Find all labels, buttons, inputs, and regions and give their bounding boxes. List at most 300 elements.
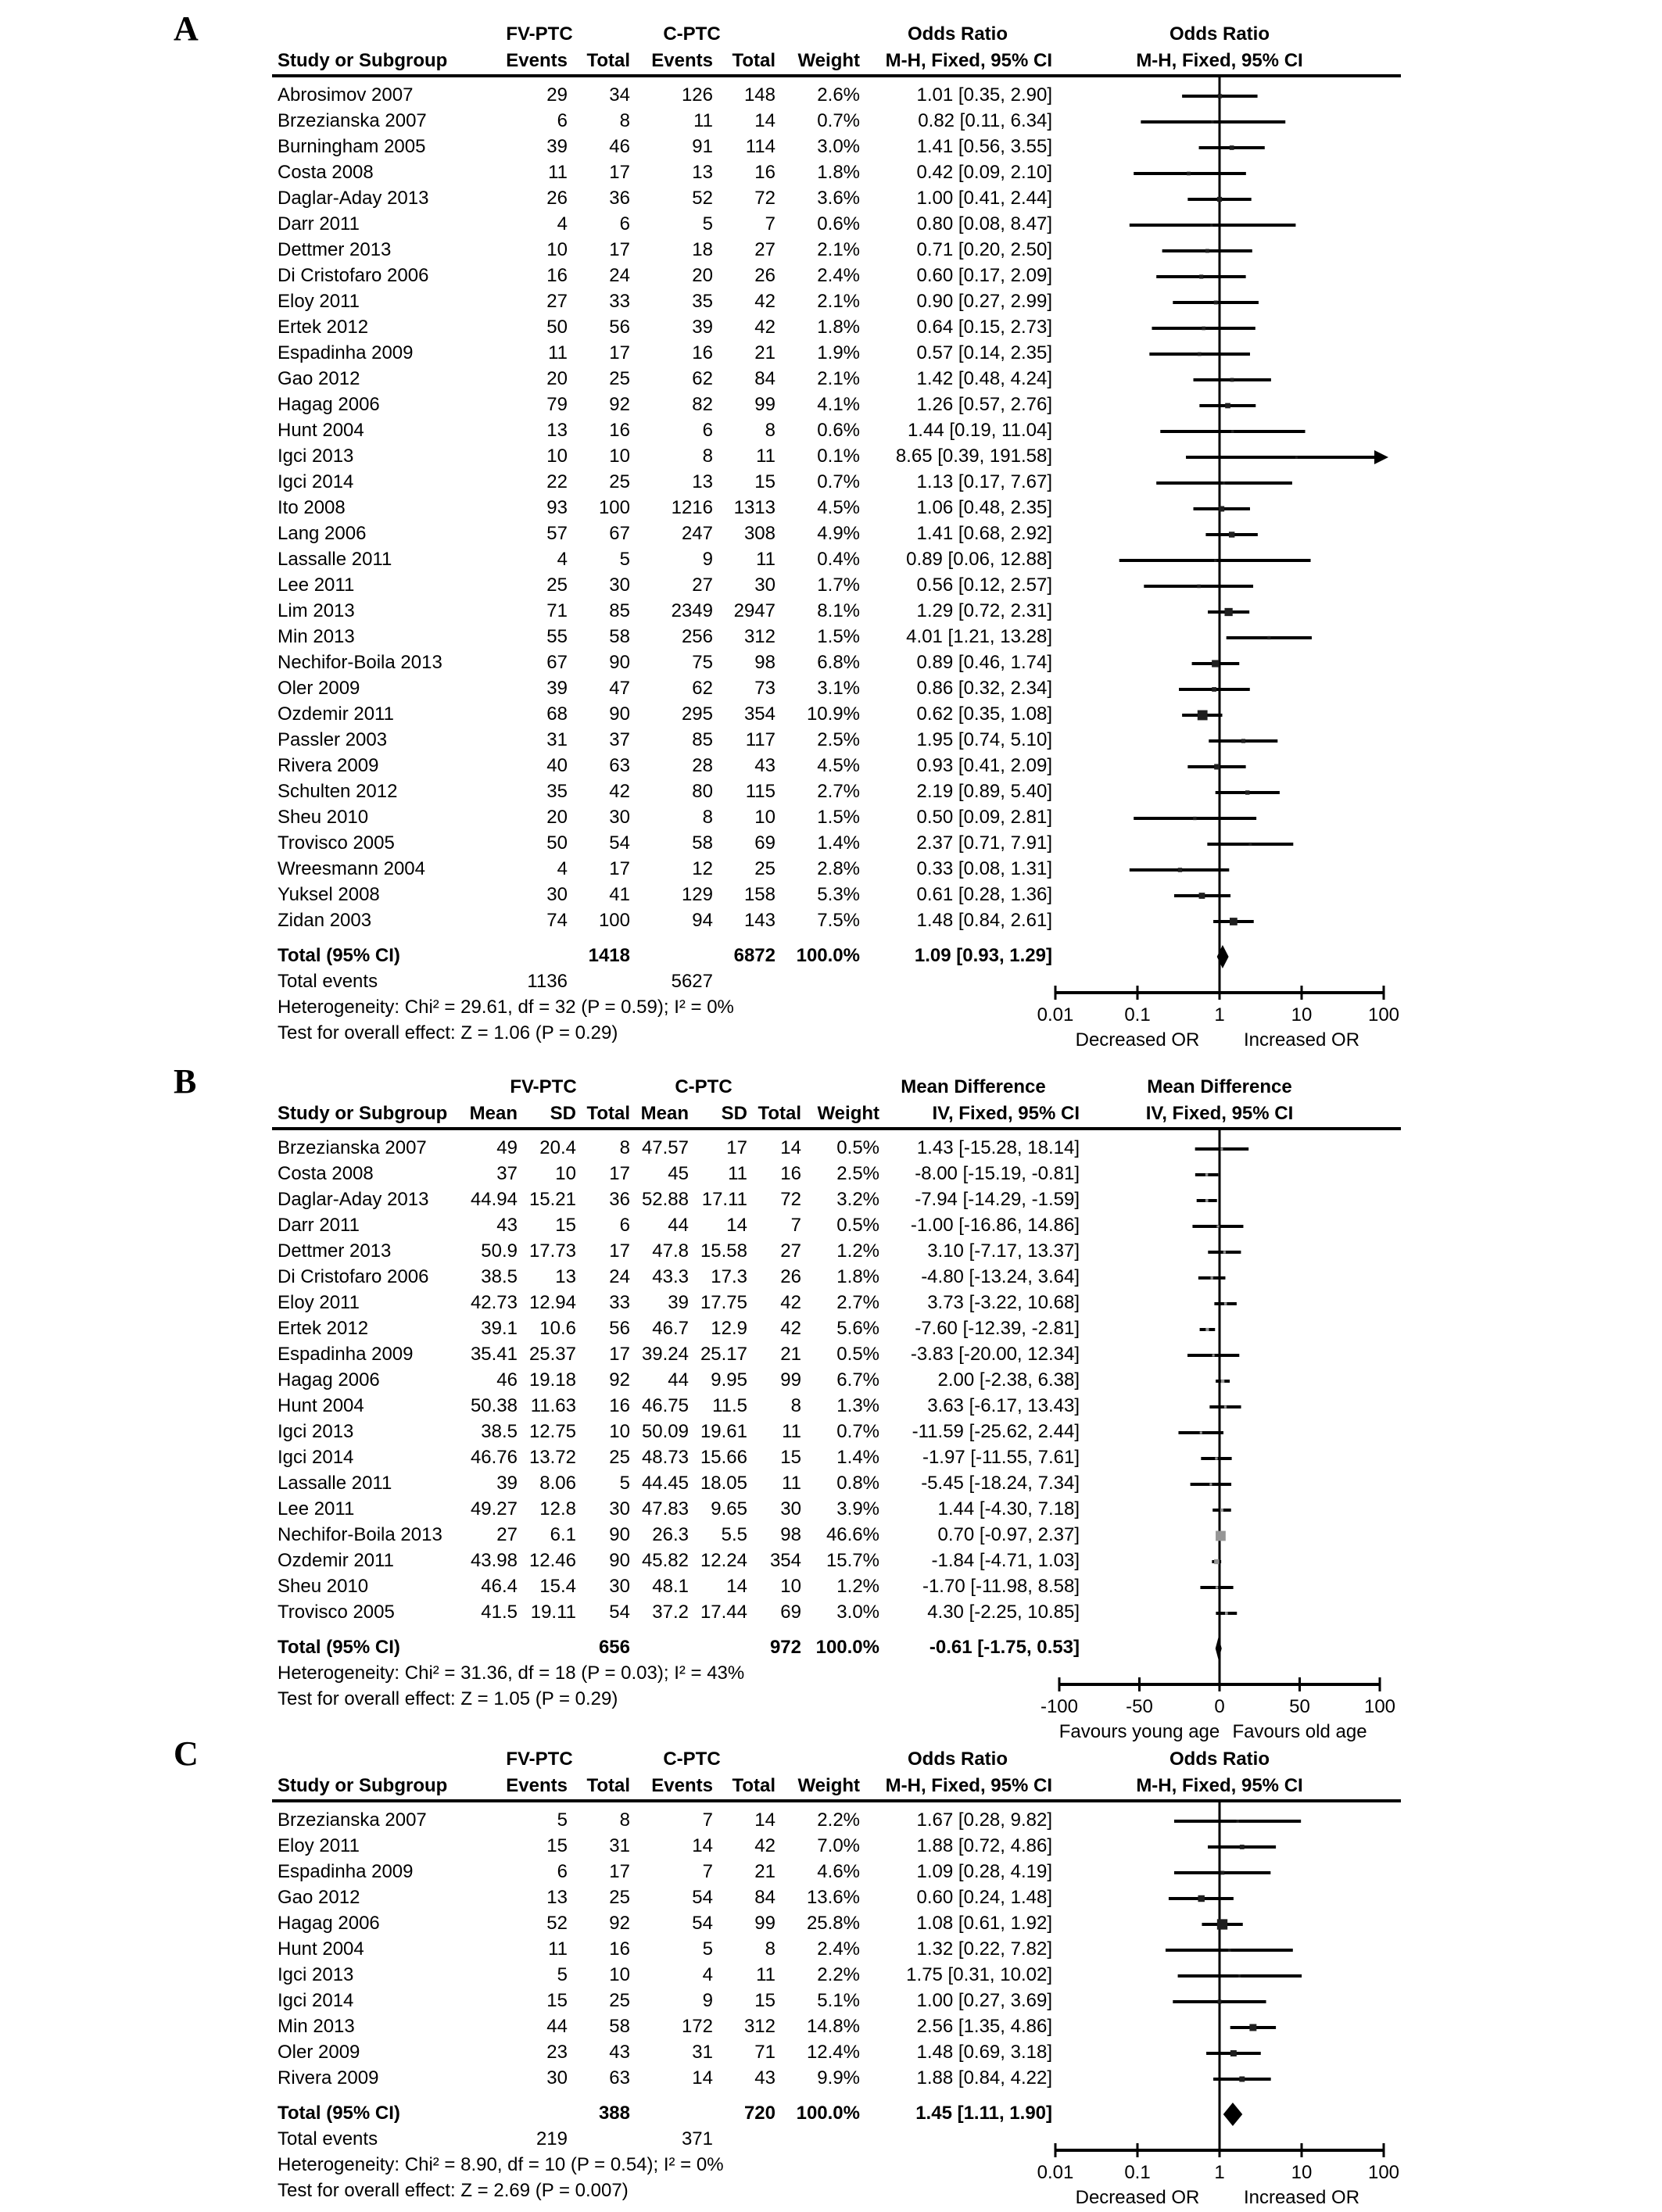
events-fvptc-cell: 16: [546, 265, 568, 286]
weight-cell: 3.9%: [836, 1498, 879, 1519]
sd-fvptc-cell: 12.8: [539, 1498, 576, 1519]
ci-text-cell: 1.29 [0.72, 2.31]: [916, 600, 1052, 621]
study-name: Eloy 2011: [278, 1292, 360, 1313]
study-name: Hunt 2004: [278, 420, 364, 441]
panel-c: [0, 1734, 1662, 2212]
tick-label: 100: [1363, 1696, 1396, 1717]
events-fvptc-cell: 50: [546, 317, 568, 338]
total-cptc-cell: 72: [754, 188, 775, 209]
events-fvptc-cell: 13: [546, 1887, 568, 1908]
events-cptc-cell: 126: [681, 84, 713, 106]
column-header: M-H, Fixed, 95% CI: [885, 1775, 1052, 1796]
mean-fvptc-cell: 38.5: [481, 1421, 518, 1442]
effect-marker: [1218, 94, 1222, 98]
total-events-label: Total events: [278, 2128, 378, 2149]
total-fvptc-cell: 17: [609, 1344, 630, 1365]
axis-caption-left: Decreased OR: [1075, 1029, 1200, 1051]
effect-marker: [1210, 224, 1213, 227]
weight-cell: 0.4%: [817, 549, 860, 570]
events-fvptc-cell: 10: [546, 446, 568, 467]
weight-cell: 1.5%: [817, 626, 860, 647]
forest-plot-b: [1032, 1072, 1662, 1747]
events-cptc-cell: 28: [692, 755, 713, 776]
weight-cell: 1.5%: [817, 807, 860, 828]
events-cptc-cell: 58: [692, 832, 713, 854]
plot-title: Odds Ratio: [1169, 1748, 1270, 1770]
events-cptc-cell: 1216: [671, 497, 713, 518]
total-weight-cell: 100.0%: [796, 2103, 860, 2124]
total-cptc-cell: 26: [754, 265, 775, 286]
events-cptc-cell: 75: [692, 652, 713, 673]
column-header: Mean: [469, 1103, 518, 1124]
sd-cptc-cell: 14: [726, 1215, 747, 1236]
events-cptc-cell: 295: [681, 703, 713, 725]
ci-text-cell: -1.70 [-11.98, 8.58]: [922, 1576, 1080, 1597]
total-fvptc-cell: 58: [609, 626, 630, 647]
sd-cptc-cell: 12.9: [711, 1318, 747, 1339]
weight-cell: 0.5%: [836, 1344, 879, 1365]
study-column-header: Study or Subgroup: [278, 1103, 448, 1124]
study-name: Trovisco 2005: [278, 832, 395, 854]
total-fvptc-cell: 42: [609, 781, 630, 802]
events-cptc-cell: 256: [681, 626, 713, 647]
events-fvptc-cell: 40: [546, 755, 568, 776]
effect-marker: [1205, 1173, 1209, 1176]
effect-marker: [1228, 1949, 1231, 1952]
weight-cell: 3.0%: [817, 136, 860, 157]
events-cptc-cell: 18: [692, 239, 713, 260]
study-name: Espadinha 2009: [278, 342, 414, 363]
ci-text-cell: 2.19 [0.89, 5.40]: [916, 781, 1052, 802]
events-cptc-cell: 54: [692, 1913, 713, 1934]
ci-text-cell: 0.61 [0.28, 1.36]: [916, 884, 1052, 905]
weight-cell: 12.4%: [806, 2042, 860, 2063]
total-fvptc-cell: 5: [619, 1473, 630, 1494]
weight-cell: 7.5%: [817, 910, 860, 931]
study-name: Hagag 2006: [278, 394, 380, 415]
effect-marker: [1187, 172, 1191, 176]
mean-fvptc-cell: 50.9: [481, 1240, 518, 1262]
total-fvptc-cell: 30: [609, 574, 630, 596]
study-name: Ertek 2012: [278, 317, 369, 338]
total-fvptc-cell: 10: [609, 446, 630, 467]
study-name: Brzezianska 2007: [278, 1809, 427, 1831]
effect-marker: [1221, 1871, 1225, 1875]
total-cptc-cell: 143: [743, 910, 775, 931]
effect-marker: [1224, 1405, 1227, 1408]
effect-marker: [1199, 893, 1205, 899]
total-fvptc-cell: 30: [609, 1498, 630, 1519]
effect-marker: [1219, 506, 1224, 511]
total-fvptc-cell: 56: [609, 1318, 630, 1339]
total-cptc-cell: 114: [745, 136, 775, 157]
study-name: Yuksel 2008: [278, 884, 380, 905]
total-fvptc-cell: 90: [609, 652, 630, 673]
weight-cell: 4.9%: [817, 523, 860, 544]
weight-cell: 1.2%: [836, 1576, 879, 1597]
weight-cell: 1.8%: [836, 1266, 879, 1287]
plot-title: Odds Ratio: [1169, 23, 1270, 45]
events-fvptc-cell: 15: [546, 1835, 568, 1856]
study-name: Eloy 2011: [278, 291, 360, 312]
ci-text-cell: -1.00 [-16.86, 14.86]: [910, 1215, 1080, 1236]
effect-marker: [1205, 249, 1209, 253]
total-cptc-cell: 26: [780, 1266, 801, 1287]
sd-cptc-cell: 11: [728, 1163, 747, 1184]
events-fvptc-cell: 13: [546, 420, 568, 441]
effect-marker: [1197, 585, 1201, 589]
group-header-fvptc: FV-PTC: [506, 23, 573, 45]
total-fvptc-cell: 36: [609, 188, 630, 209]
total-cptc-cell: 10: [780, 1576, 801, 1597]
study-name: Min 2013: [278, 2016, 355, 2037]
mean-cptc-cell: 47.8: [652, 1240, 689, 1262]
ci-text-cell: 0.80 [0.08, 8.47]: [916, 213, 1052, 234]
total-fvptc-cell: 8: [619, 110, 630, 131]
events-cptc-cell: 27: [692, 574, 713, 596]
events-cptc-cell: 9: [702, 1990, 713, 2011]
events-fvptc-cell: 57: [546, 523, 568, 544]
sd-fvptc-cell: 13.72: [528, 1447, 576, 1468]
panel-label: A: [174, 9, 199, 48]
total-cptc-cell: 42: [754, 291, 775, 312]
weight-cell: 14.8%: [806, 2016, 860, 2037]
weight-cell: 15.7%: [826, 1550, 879, 1571]
mean-fvptc-cell: 49: [496, 1137, 518, 1158]
ci-text-cell: -3.83 [-20.00, 12.34]: [910, 1344, 1080, 1365]
column-header: Mean: [640, 1103, 689, 1124]
total-fvptc-cell: 16: [609, 420, 630, 441]
ci-text-cell: 1.88 [0.72, 4.86]: [916, 1835, 1052, 1856]
weight-cell: 1.4%: [836, 1447, 879, 1468]
mean-cptc-cell: 47.57: [641, 1137, 689, 1158]
total-fvptc-cell: 85: [609, 600, 630, 621]
total-fvptc-cell: 25: [609, 1887, 630, 1908]
events-cptc-cell: 8: [702, 446, 713, 467]
effect-marker: [1240, 1845, 1245, 1849]
effect-marker: [1199, 274, 1203, 278]
effect-marker: [1223, 481, 1226, 485]
total-cptc-cell: 21: [754, 1861, 775, 1882]
events-cptc-cell: 52: [692, 188, 713, 209]
weight-cell: 1.8%: [817, 162, 860, 183]
events-fvptc-cell: 71: [546, 600, 568, 621]
events-cptc-cell: 11: [693, 110, 713, 131]
ci-text-cell: 0.62 [0.35, 1.08]: [916, 703, 1052, 725]
total-fvptc-cell: 63: [609, 2067, 630, 2089]
events-fvptc-cell: 23: [546, 2042, 568, 2063]
effect-marker: [1217, 1999, 1221, 2003]
events-cptc-cell: 35: [692, 291, 713, 312]
study-name: Schulten 2012: [278, 781, 398, 802]
summary-diamond: [1223, 2103, 1243, 2126]
mean-cptc-cell: 52.88: [641, 1189, 689, 1210]
effect-marker: [1221, 1380, 1224, 1383]
total-fvptc-cell: 54: [609, 1602, 630, 1623]
study-name: Brzezianska 2007: [278, 110, 427, 131]
events-cptc-cell: 13: [692, 471, 713, 492]
events-cptc-cell: 54: [692, 1887, 713, 1908]
plot-method-header: IV, Fixed, 95% CI: [1145, 1103, 1294, 1124]
study-name: Lassalle 2011: [278, 1473, 392, 1494]
study-name: Brzezianska 2007: [278, 1137, 427, 1158]
column-header: Total: [586, 1775, 630, 1796]
column-header: Total: [758, 1103, 801, 1124]
column-header: Total: [732, 1775, 775, 1796]
events-fvptc-cell: 50: [546, 832, 568, 854]
weight-cell: 1.3%: [836, 1395, 879, 1416]
study-name: Lee 2011: [278, 1498, 355, 1519]
total-fvptc-cell: 25: [609, 368, 630, 389]
mean-fvptc-cell: 46.76: [470, 1447, 518, 1468]
ci-text-cell: -1.97 [-11.55, 7.61]: [922, 1447, 1080, 1468]
weight-cell: 2.2%: [817, 1809, 860, 1831]
ci-text-cell: 8.65 [0.39, 191.58]: [895, 446, 1052, 467]
events-cptc-cell: 39: [692, 317, 713, 338]
ci-text-cell: 1.42 [0.48, 4.24]: [916, 368, 1052, 389]
column-header: Events: [506, 1775, 568, 1796]
study-name: Hunt 2004: [278, 1395, 364, 1416]
total-cptc-cell: 354: [769, 1550, 801, 1571]
total-cptc-cell: 158: [743, 884, 775, 905]
ci-text-cell: 3.73 [-3.22, 10.68]: [927, 1292, 1080, 1313]
effect-marker: [1210, 1276, 1212, 1279]
effect-marker: [1205, 1328, 1209, 1331]
weight-cell: 3.2%: [836, 1189, 879, 1210]
total-events-cptc: 371: [681, 2128, 713, 2149]
mean-cptc-cell: 46.7: [652, 1318, 689, 1339]
total-cptc-cell: 11: [756, 549, 775, 570]
effect-marker: [1231, 430, 1234, 433]
total-fvptc-cell: 46: [609, 136, 630, 157]
total-fvptc-cell: 37: [609, 729, 630, 750]
total-fvptc-cell: 92: [609, 1369, 630, 1391]
mean-fvptc-cell: 46.4: [481, 1576, 518, 1597]
sd-fvptc-cell: 12.75: [528, 1421, 576, 1442]
effect-marker: [1241, 739, 1245, 743]
effect-marker: [1198, 353, 1202, 356]
study-name: Costa 2008: [278, 1163, 374, 1184]
ci-text-cell: 3.63 [-6.17, 13.43]: [927, 1395, 1080, 1416]
study-name: Nechifor-Boila 2013: [278, 652, 442, 673]
total-fvptc-cell: 33: [609, 1292, 630, 1313]
ci-text-cell: 1.06 [0.48, 2.35]: [916, 497, 1052, 518]
effect-marker: [1267, 636, 1270, 639]
ci-text-cell: 0.82 [0.11, 6.34]: [918, 110, 1052, 131]
ci-text-cell: 1.09 [0.28, 4.19]: [916, 1861, 1052, 1882]
tick-label: 100: [1367, 1004, 1400, 1025]
events-fvptc-cell: 30: [546, 2067, 568, 2089]
total-fvptc-cell: 90: [609, 703, 630, 725]
ci-text-cell: 0.64 [0.15, 2.73]: [916, 317, 1052, 338]
sd-cptc-cell: 17: [726, 1137, 747, 1158]
total-weight-cell: 100.0%: [796, 945, 860, 966]
total-total-fvptc-cell: 656: [598, 1637, 630, 1658]
events-fvptc-cell: 26: [546, 188, 568, 209]
effect-marker: [1295, 456, 1298, 458]
total-cptc-cell: 98: [780, 1524, 801, 1545]
events-cptc-cell: 13: [692, 162, 713, 183]
weight-cell: 0.5%: [836, 1137, 879, 1158]
mean-cptc-cell: 26.3: [652, 1524, 689, 1545]
effect-marker: [1198, 1895, 1204, 1902]
total-label: Total (95% CI): [278, 945, 400, 966]
weight-cell: 6.8%: [817, 652, 860, 673]
total-cptc-cell: 115: [745, 781, 775, 802]
study-name: Abrosimov 2007: [278, 84, 414, 106]
study-name: Nechifor-Boila 2013: [278, 1524, 442, 1545]
total-fvptc-cell: 36: [609, 1189, 630, 1210]
total-fvptc-cell: 24: [609, 265, 630, 286]
study-name: Costa 2008: [278, 162, 374, 183]
axis-caption-right: Increased OR: [1243, 1029, 1360, 1051]
events-cptc-cell: 6: [702, 420, 713, 441]
mean-fvptc-cell: 44.94: [470, 1189, 518, 1210]
effect-marker: [1193, 817, 1196, 820]
study-name: Igci 2013: [278, 1964, 354, 1985]
total-total-cptc-cell: 6872: [733, 945, 775, 966]
effect-marker: [1248, 843, 1252, 846]
events-fvptc-cell: 4: [557, 213, 568, 234]
events-fvptc-cell: 93: [546, 497, 568, 518]
sd-fvptc-cell: 6.1: [550, 1524, 576, 1545]
weight-cell: 3.0%: [836, 1602, 879, 1623]
total-fvptc-cell: 90: [609, 1524, 630, 1545]
events-cptc-cell: 5: [702, 213, 713, 234]
total-fvptc-cell: 17: [609, 1240, 630, 1262]
total-fvptc-cell: 90: [609, 1550, 630, 1571]
total-cptc-cell: 99: [754, 1913, 775, 1934]
effect-marker: [1230, 145, 1234, 150]
effect-marker: [1212, 660, 1219, 667]
total-fvptc-cell: 8: [619, 1137, 630, 1158]
study-name: Igci 2014: [278, 1990, 354, 2011]
column-header: Total: [586, 50, 630, 71]
study-name: Lassalle 2011: [278, 549, 392, 570]
heterogeneity-text: Heterogeneity: Chi² = 29.61, df = 32 (P = 0.59); I² = 0%: [278, 997, 734, 1018]
mean-cptc-cell: 43.3: [652, 1266, 689, 1287]
mean-cptc-cell: 45.82: [641, 1550, 689, 1571]
study-name: Hagag 2006: [278, 1369, 380, 1391]
weight-cell: 5.6%: [836, 1318, 879, 1339]
effect-marker: [1216, 1531, 1226, 1541]
total-cptc-cell: 14: [754, 1809, 775, 1831]
ci-text-cell: 1.75 [0.31, 10.02]: [906, 1964, 1052, 1985]
total-cptc-cell: 99: [754, 394, 775, 415]
tick-label: 50: [1289, 1696, 1310, 1717]
weight-cell: 2.4%: [817, 1938, 860, 1960]
effect-marker: [1245, 790, 1249, 794]
study-name: Darr 2011: [278, 1215, 360, 1236]
mean-cptc-cell: 44: [668, 1369, 689, 1391]
mean-fvptc-cell: 41.5: [481, 1602, 518, 1623]
study-name: Gao 2012: [278, 368, 360, 389]
events-fvptc-cell: 31: [546, 729, 568, 750]
tick-label: -100: [1040, 1696, 1079, 1717]
column-header: Total: [732, 50, 775, 71]
events-cptc-cell: 7: [702, 1861, 713, 1882]
weight-cell: 4.5%: [817, 755, 860, 776]
sd-cptc-cell: 14: [726, 1576, 747, 1597]
sd-fvptc-cell: 12.46: [528, 1550, 576, 1571]
sd-cptc-cell: 17.44: [700, 1602, 747, 1623]
total-fvptc-cell: 92: [609, 1913, 630, 1934]
sd-cptc-cell: 15.58: [700, 1240, 747, 1262]
total-cptc-cell: 16: [780, 1163, 801, 1184]
events-fvptc-cell: 55: [546, 626, 568, 647]
study-name: Burningham 2005: [278, 136, 426, 157]
total-cptc-cell: 84: [754, 368, 775, 389]
weight-cell: 2.1%: [817, 239, 860, 260]
total-fvptc-cell: 16: [609, 1395, 630, 1416]
ci-text-cell: 0.60 [0.24, 1.48]: [916, 1887, 1052, 1908]
total-fvptc-cell: 8: [619, 1809, 630, 1831]
events-fvptc-cell: 6: [557, 110, 568, 131]
study-name: Darr 2011: [278, 213, 360, 234]
total-fvptc-cell: 30: [609, 807, 630, 828]
events-cptc-cell: 9: [702, 549, 713, 570]
ci-text-cell: 0.42 [0.09, 2.10]: [916, 162, 1052, 183]
weight-cell: 2.1%: [817, 368, 860, 389]
effect-marker: [1214, 301, 1218, 305]
group-header-cptc: C-PTC: [663, 1748, 721, 1770]
ci-text-cell: 1.00 [0.27, 3.69]: [916, 1990, 1052, 2011]
axis-caption-left: Favours young age: [1058, 1721, 1220, 1742]
total-weight-cell: 100.0%: [815, 1637, 879, 1658]
events-fvptc-cell: 11: [548, 342, 568, 363]
events-cptc-cell: 14: [692, 1835, 713, 1856]
total-cptc-cell: 11: [756, 1964, 775, 1985]
study-name: Daglar-Aday 2013: [278, 1189, 429, 1210]
total-cptc-cell: 98: [754, 652, 775, 673]
events-cptc-cell: 247: [681, 523, 713, 544]
effect-marker: [1202, 327, 1205, 331]
ci-text-cell: 1.95 [0.74, 5.10]: [916, 729, 1052, 750]
total-fvptc-cell: 17: [609, 1861, 630, 1882]
study-name: Igci 2014: [278, 1447, 354, 1468]
total-cptc-cell: 21: [780, 1344, 801, 1365]
study-name: Zidan 2003: [278, 910, 372, 931]
total-events-fvptc: 1136: [527, 971, 568, 992]
total-events-cptc: 5627: [671, 971, 713, 992]
mean-fvptc-cell: 43: [496, 1215, 518, 1236]
total-fvptc-cell: 47: [609, 678, 630, 699]
study-name: Lang 2006: [278, 523, 367, 544]
total-cptc-cell: 43: [754, 2067, 775, 2089]
mean-cptc-cell: 46.75: [641, 1395, 689, 1416]
total-cptc-cell: 117: [745, 729, 775, 750]
total-cptc-cell: 30: [780, 1498, 801, 1519]
ci-text-cell: 4.30 [-2.25, 10.85]: [927, 1602, 1080, 1623]
sd-cptc-cell: 25.17: [700, 1344, 747, 1365]
events-fvptc-cell: 35: [546, 781, 568, 802]
events-cptc-cell: 20: [692, 265, 713, 286]
events-fvptc-cell: 29: [546, 84, 568, 106]
mean-cptc-cell: 37.2: [652, 1602, 689, 1623]
effect-marker: [1225, 403, 1230, 409]
weight-cell: 25.8%: [806, 1913, 860, 1934]
total-fvptc-cell: 17: [609, 1163, 630, 1184]
ci-text-cell: 2.00 [-2.38, 6.38]: [937, 1369, 1080, 1391]
events-cptc-cell: 62: [692, 368, 713, 389]
total-cptc-cell: 84: [754, 1887, 775, 1908]
weight-cell: 10.9%: [806, 703, 860, 725]
ci-text-cell: -1.84 [-4.71, 1.03]: [931, 1550, 1080, 1571]
total-fvptc-cell: 17: [609, 342, 630, 363]
ci-text-cell: 0.57 [0.14, 2.35]: [916, 342, 1052, 363]
mean-cptc-cell: 39: [668, 1292, 689, 1313]
events-fvptc-cell: 39: [546, 678, 568, 699]
